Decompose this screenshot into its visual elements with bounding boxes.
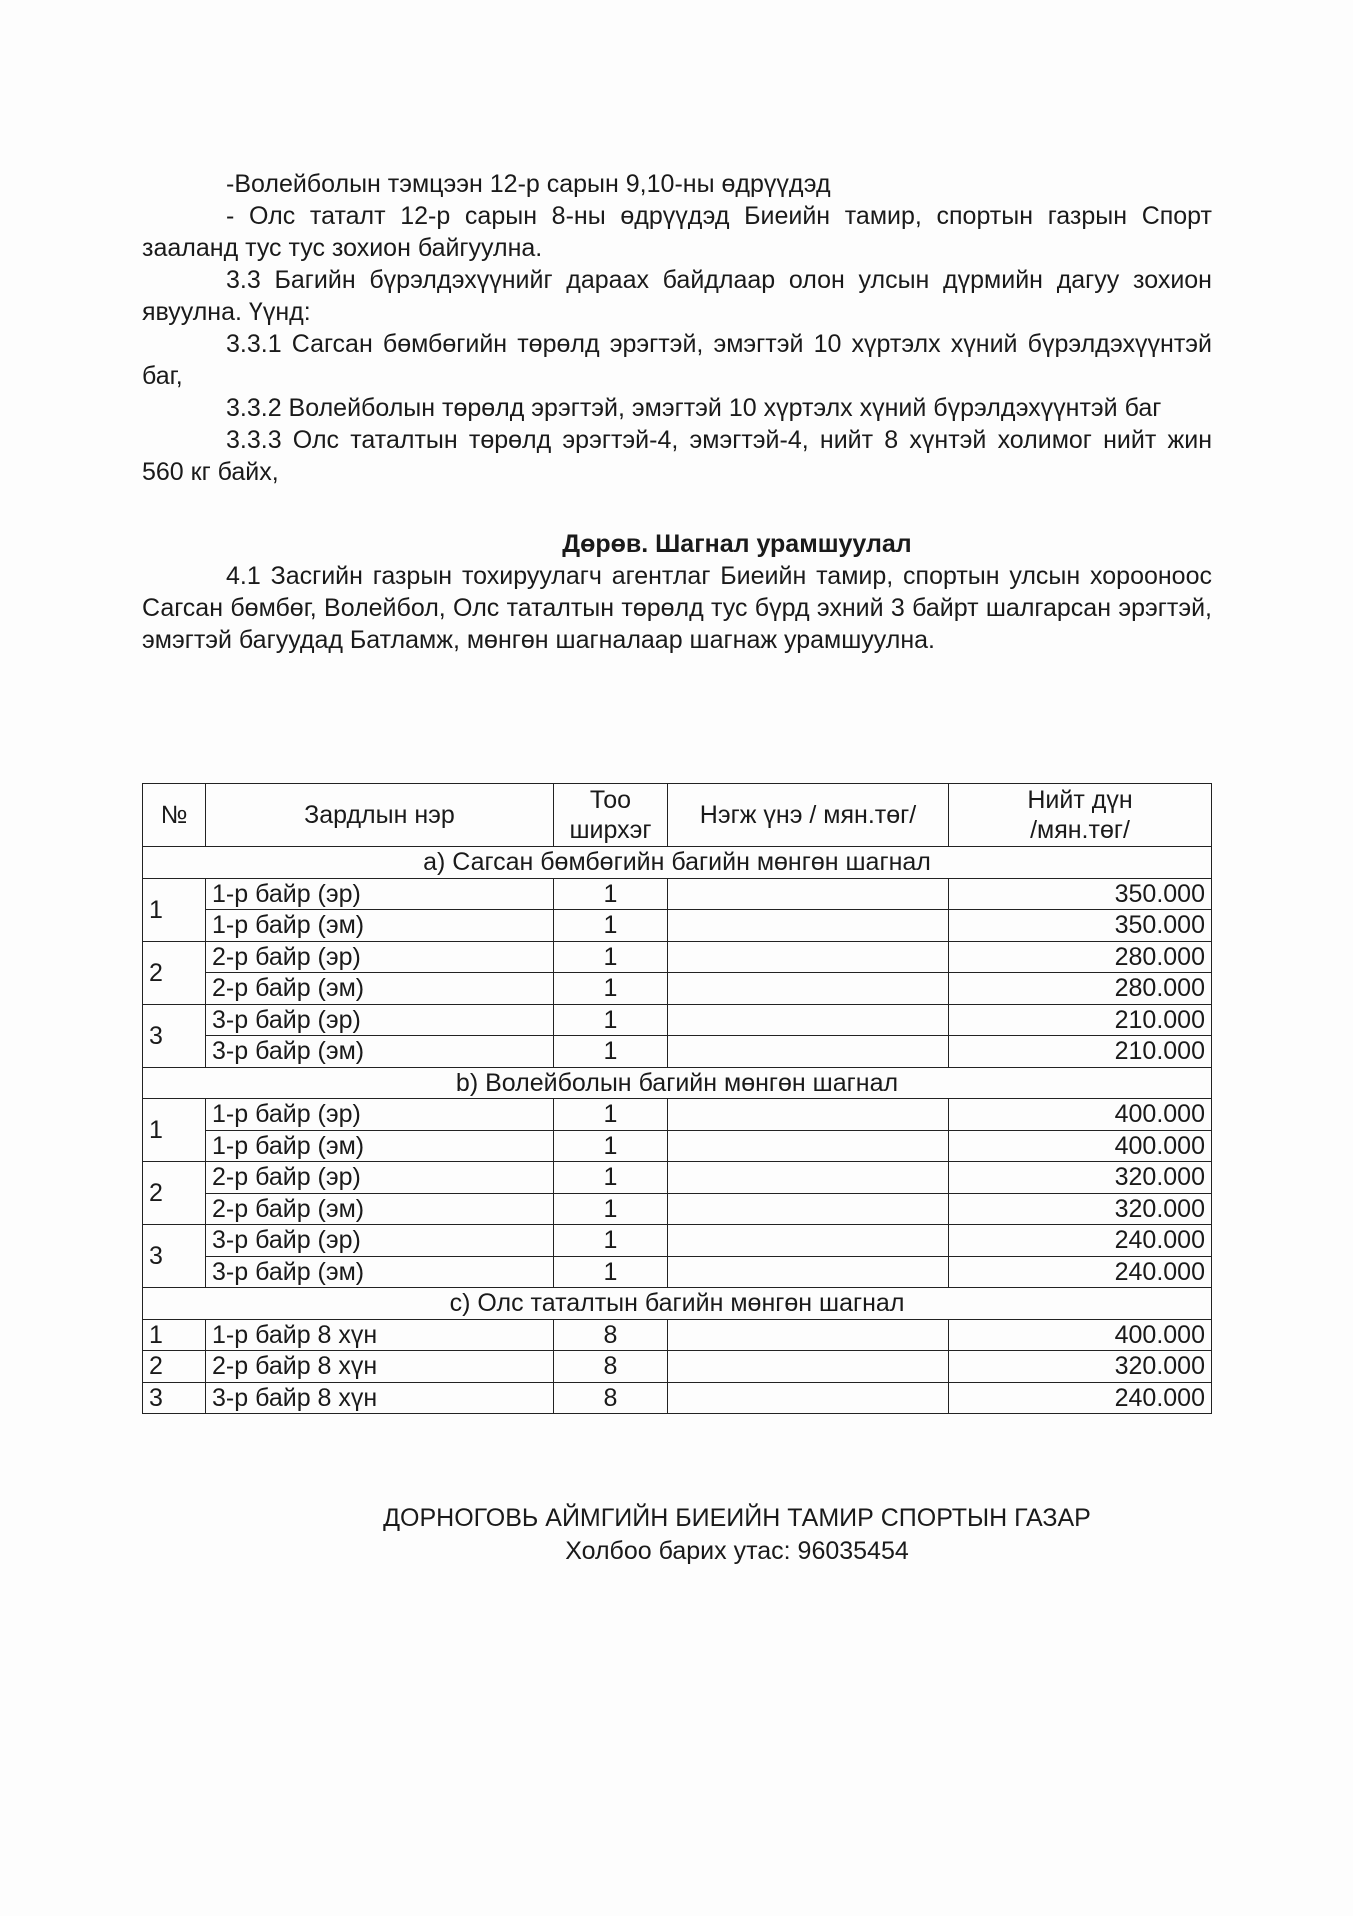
section-title: c) Олс таталтын багийн мөнгөн шагнал	[143, 1288, 1212, 1320]
total-amount: 240.000	[949, 1256, 1212, 1288]
quantity: 8	[554, 1382, 668, 1414]
quantity: 1	[554, 1256, 668, 1288]
paragraph-tug-of-war-dates: - Олс таталт 12-р сарын 8-ны өдрүүдэд Биеийн тамир, спортын газрын Спорт зааланд тус тус зохион байгуулна.	[142, 202, 1212, 262]
quantity: 1	[554, 973, 668, 1005]
quantity: 1	[554, 1193, 668, 1225]
paragraph-volleyball-team: 3.3.2 Волейболын төрөлд эрэгтэй, эмэгтэй 10 хүртэлх хүний бүрэлдэхүүнтэй баг	[226, 394, 1162, 422]
place-number: 3	[143, 1382, 206, 1414]
total-amount: 320.000	[949, 1193, 1212, 1225]
place-number: 1	[143, 1319, 206, 1351]
table-row	[143, 1256, 1212, 1288]
total-amount: 400.000	[949, 1319, 1212, 1351]
expense-name: 3-р байр (эм)	[206, 1256, 554, 1288]
section-row	[143, 847, 1212, 879]
unit-price	[668, 1162, 949, 1194]
quantity: 1	[554, 1225, 668, 1257]
unit-price	[668, 878, 949, 910]
table-row	[143, 1193, 1212, 1225]
total-amount: 210.000	[949, 1036, 1212, 1068]
unit-price	[668, 1099, 949, 1131]
place-number: 2	[143, 1162, 206, 1225]
unit-price	[668, 1036, 949, 1068]
expense-name: 1-р байр (эм)	[206, 910, 554, 942]
place-number: 1	[143, 1099, 206, 1162]
unit-price	[668, 1130, 949, 1162]
header-total-line1: Нийт дүн	[1027, 786, 1133, 814]
quantity: 1	[554, 941, 668, 973]
header-total-line2: /мян.төг/	[1030, 816, 1130, 844]
prize-table-header	[143, 784, 1212, 847]
quantity: 1	[554, 1130, 668, 1162]
table-row	[143, 1036, 1212, 1068]
expense-name: 2-р байр 8 хүн	[206, 1351, 554, 1383]
prize-table-body	[143, 847, 1212, 1414]
footer	[142, 1502, 1212, 1568]
total-amount: 240.000	[949, 1225, 1212, 1257]
header-quantity	[554, 784, 668, 847]
quantity: 8	[554, 1351, 668, 1383]
place-number: 3	[143, 1225, 206, 1288]
table-row	[143, 1351, 1212, 1383]
header-quantity-line2: ширхэг	[569, 816, 652, 844]
expense-name: 1-р байр (эр)	[206, 878, 554, 910]
total-amount: 320.000	[949, 1351, 1212, 1383]
quantity: 1	[554, 910, 668, 942]
quantity: 1	[554, 878, 668, 910]
header-quantity-line1: Тоо	[589, 786, 632, 814]
quantity: 1	[554, 1099, 668, 1131]
quantity: 1	[554, 1036, 668, 1068]
place-number: 2	[143, 1351, 206, 1383]
unit-price	[668, 1319, 949, 1351]
quantity: 1	[554, 1004, 668, 1036]
body-text	[142, 168, 1212, 656]
section-row	[143, 1067, 1212, 1099]
prize-table	[142, 783, 1212, 1414]
total-amount: 400.000	[949, 1099, 1212, 1131]
table-row	[143, 878, 1212, 910]
table-row	[143, 1162, 1212, 1194]
place-number: 3	[143, 1004, 206, 1067]
unit-price	[668, 941, 949, 973]
header-expense-name: Зардлын нэр	[206, 784, 554, 847]
expense-name: 2-р байр (эм)	[206, 973, 554, 1005]
paragraph-awards: 4.1 Засгийн газрын тохируулагч агентлаг Биеийн тамир, спортын улсын хорооноос Сагсан бөмбөг, Волейбол, Олс таталтын төрөлд тус бүрд эхний 3 байрт шалгарсан эрэгтэй, эмэгтэй багуудад Батламж, мөнгөн шагналаар шагнаж урамшуулна.	[142, 562, 1212, 654]
unit-price	[668, 973, 949, 1005]
place-number: 1	[143, 878, 206, 941]
expense-name: 1-р байр (эр)	[206, 1099, 554, 1131]
paragraph-tug-of-war-team: 3.3.3 Олс таталтын төрөлд эрэгтэй-4, эмэгтэй-4, нийт 8 хүнтэй холимог нийт жин 560 кг байх,	[142, 426, 1212, 486]
unit-price	[668, 1382, 949, 1414]
header-total	[949, 784, 1212, 847]
unit-price	[668, 1004, 949, 1036]
unit-price	[668, 910, 949, 942]
paragraph-basketball-team: 3.3.1 Сагсан бөмбөгийн төрөлд эрэгтэй, эмэгтэй 10 хүртэлх хүний бүрэлдэхүүнтэй баг,	[142, 330, 1212, 390]
footer-contact: Холбоо барих утас: 96035454	[565, 1537, 909, 1565]
expense-name: 3-р байр 8 хүн	[206, 1382, 554, 1414]
expense-name: 3-р байр (эр)	[206, 1225, 554, 1257]
expense-name: 1-р байр 8 хүн	[206, 1319, 554, 1351]
total-amount: 240.000	[949, 1382, 1212, 1414]
table-row	[143, 1382, 1212, 1414]
total-amount: 400.000	[949, 1130, 1212, 1162]
section-title: a) Сагсан бөмбөгийн багийн мөнгөн шагнал	[143, 847, 1212, 879]
expense-name: 3-р байр (эр)	[206, 1004, 554, 1036]
table-row	[143, 1004, 1212, 1036]
unit-price	[668, 1351, 949, 1383]
table-row	[143, 941, 1212, 973]
place-number: 2	[143, 941, 206, 1004]
unit-price	[668, 1256, 949, 1288]
total-amount: 210.000	[949, 1004, 1212, 1036]
expense-name: 2-р байр (эм)	[206, 1193, 554, 1225]
expense-name: 1-р байр (эм)	[206, 1130, 554, 1162]
total-amount: 350.000	[949, 878, 1212, 910]
header-row	[143, 784, 1212, 847]
table-row	[143, 910, 1212, 942]
total-amount: 350.000	[949, 910, 1212, 942]
quantity: 8	[554, 1319, 668, 1351]
header-unit-price: Нэгж үнэ / мян.төг/	[668, 784, 949, 847]
unit-price	[668, 1225, 949, 1257]
total-amount: 320.000	[949, 1162, 1212, 1194]
paragraph-volleyball-dates: -Волейболын тэмцээн 12-р сарын 9,10-ны өдрүүдэд	[226, 170, 831, 198]
table-row	[143, 973, 1212, 1005]
expense-name: 3-р байр (эм)	[206, 1036, 554, 1068]
table-row	[143, 1130, 1212, 1162]
table-row	[143, 1319, 1212, 1351]
section-heading: Дөрөв. Шагнал урамшуулал	[562, 530, 912, 558]
paragraph-team-composition: 3.3 Багийн бүрэлдэхүүнийг дараах байдлаар олон улсын дүрмийн дагуу зохион явуулна. Үүнд:	[142, 266, 1212, 326]
total-amount: 280.000	[949, 973, 1212, 1005]
table-row	[143, 1099, 1212, 1131]
expense-name: 2-р байр (эр)	[206, 941, 554, 973]
table-row	[143, 1225, 1212, 1257]
footer-organization: ДОРНОГОВЬ АЙМГИЙН БИЕИЙН ТАМИР СПОРТЫН ГАЗАР	[383, 1504, 1091, 1532]
unit-price	[668, 1193, 949, 1225]
section-title: b) Волейболын багийн мөнгөн шагнал	[143, 1067, 1212, 1099]
quantity: 1	[554, 1162, 668, 1194]
expense-name: 2-р байр (эр)	[206, 1162, 554, 1194]
section-row	[143, 1288, 1212, 1320]
header-no: №	[143, 784, 206, 847]
total-amount: 280.000	[949, 941, 1212, 973]
